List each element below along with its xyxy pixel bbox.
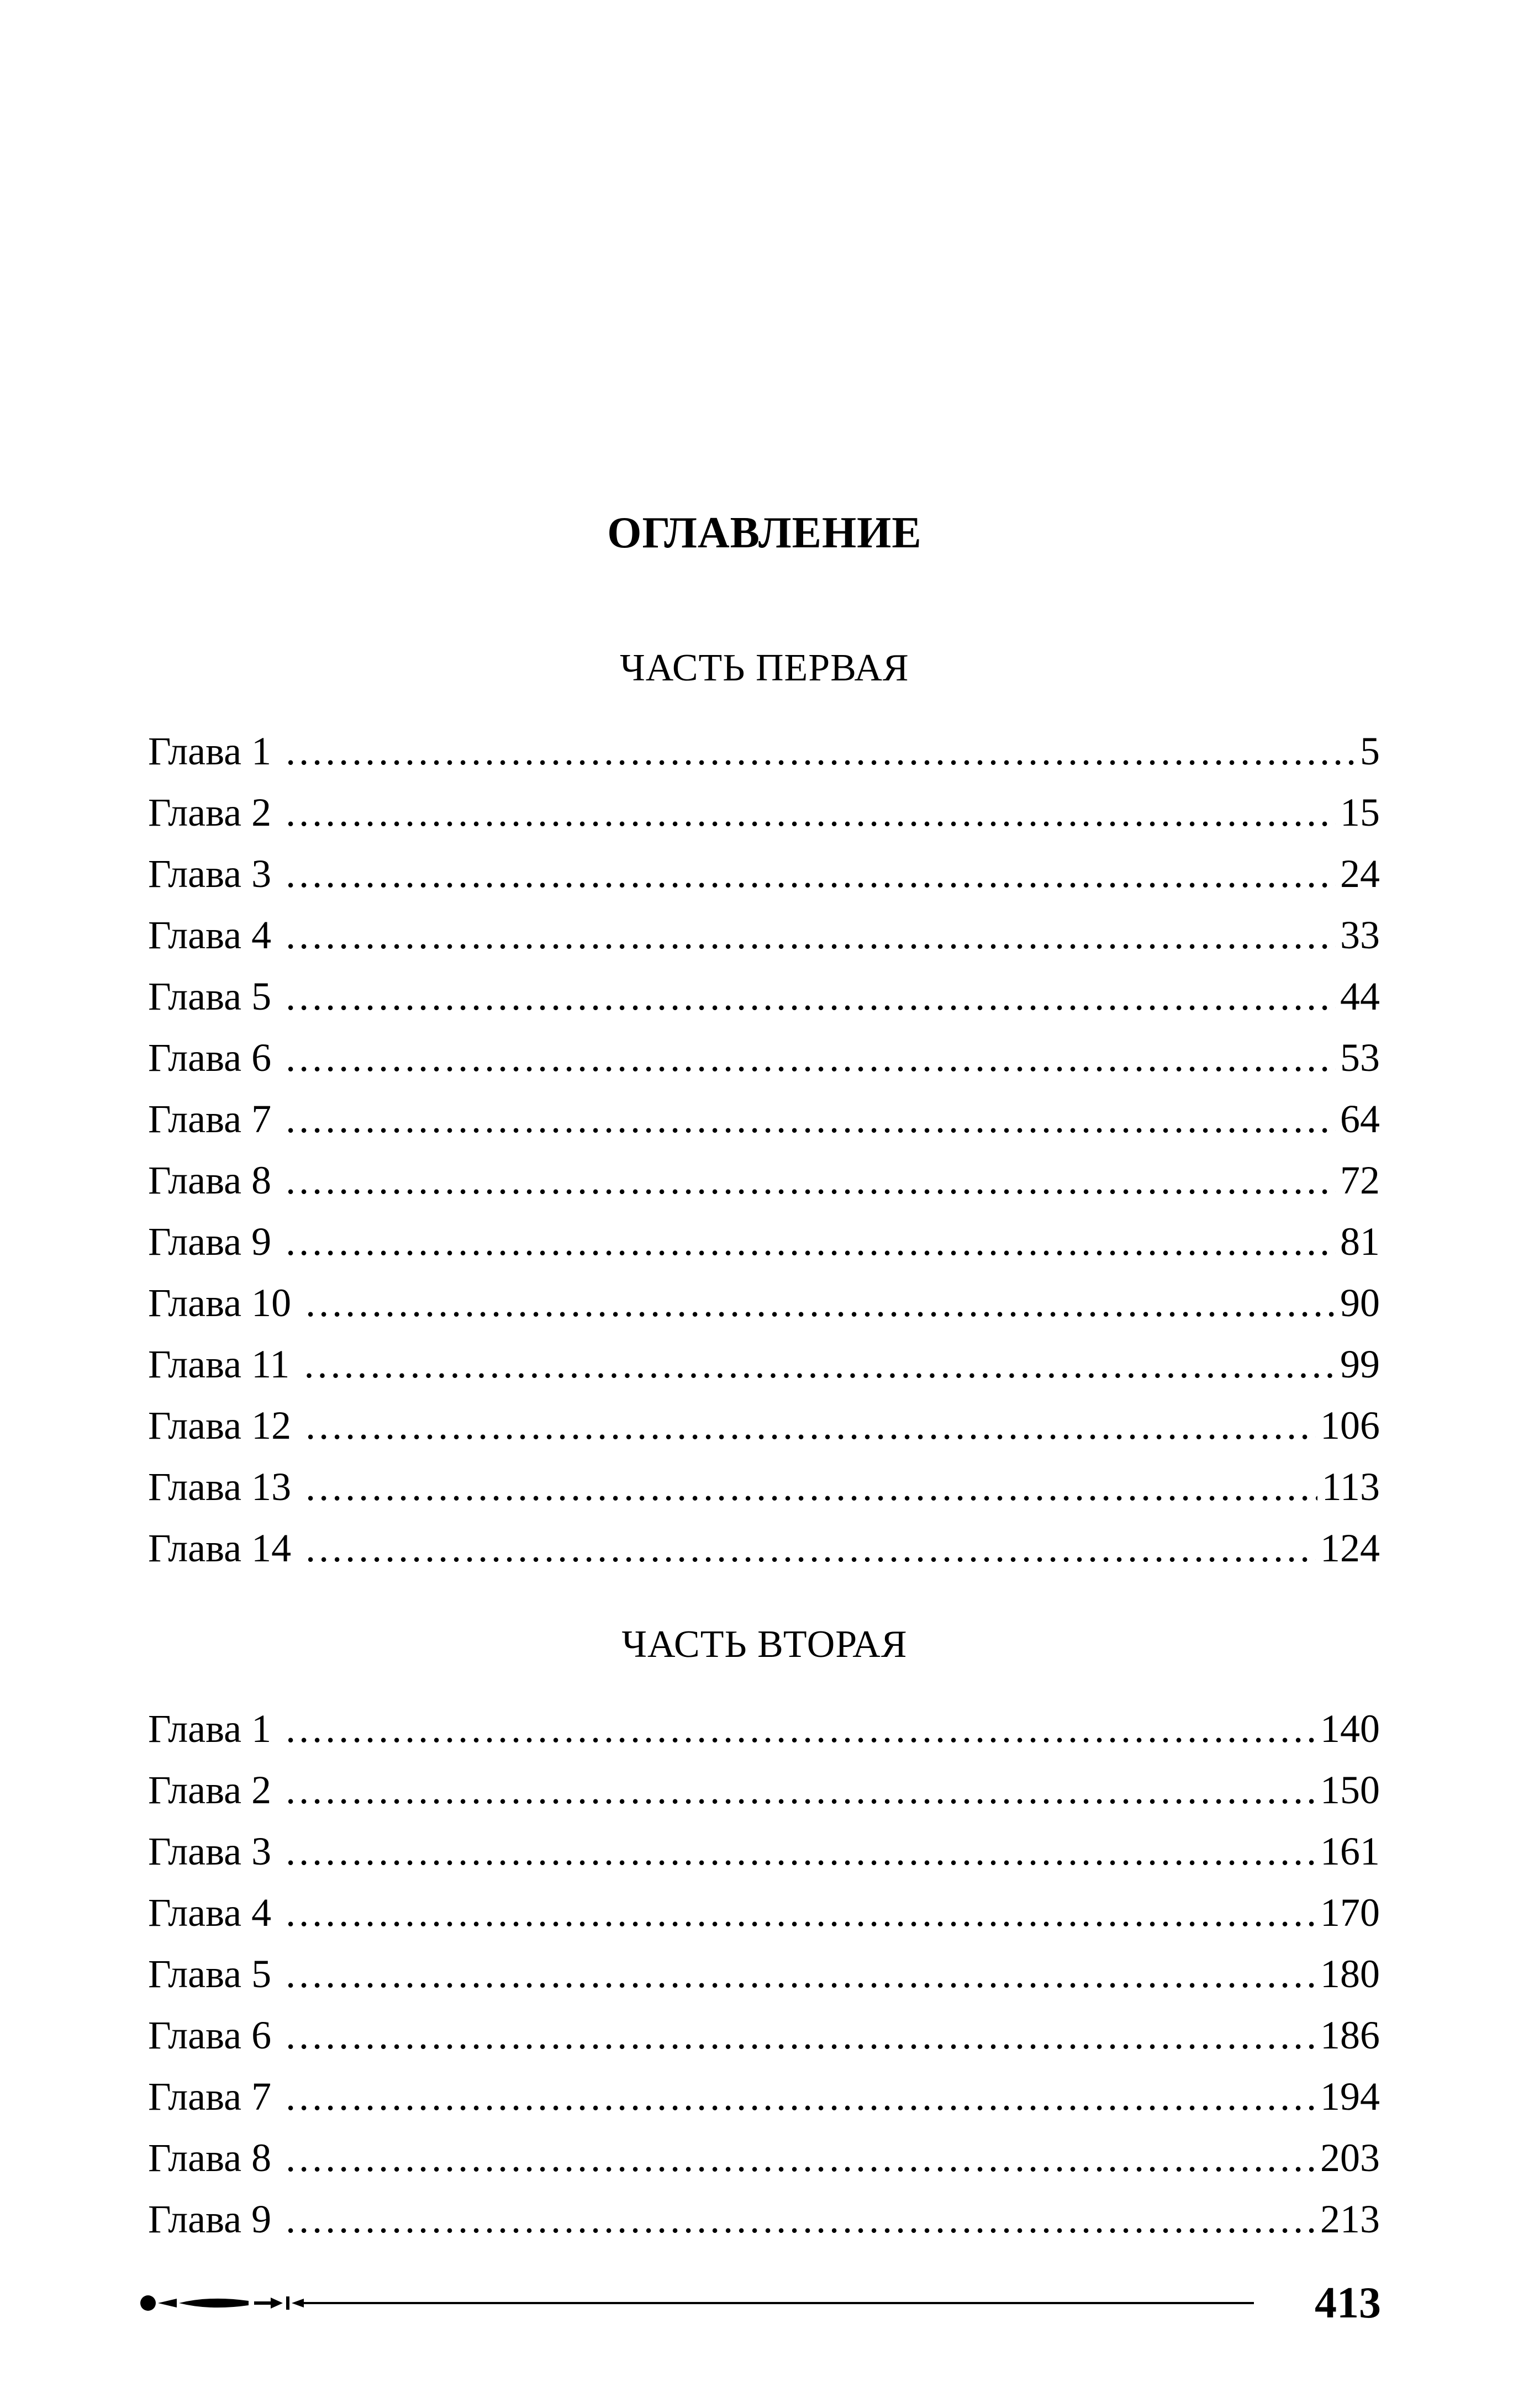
toc-entry — [148, 1760, 1380, 1821]
toc-entry-page: 90 — [1340, 1281, 1380, 1325]
dot-leader — [286, 782, 1336, 843]
toc-entry — [148, 1882, 1380, 1944]
toc-entry-page: 15 — [1340, 790, 1380, 835]
toc-entry-page: 99 — [1340, 1342, 1380, 1386]
toc-entry — [148, 1456, 1380, 1518]
dot-leader — [286, 2066, 1316, 2127]
toc-entry — [148, 1395, 1380, 1456]
toc-entry-page: 113 — [1321, 1465, 1380, 1509]
toc-entry-label: Глава 5 — [148, 1952, 272, 1996]
toc-entry-page: 53 — [1340, 1036, 1380, 1080]
toc-entry — [148, 1334, 1380, 1395]
dot-leader — [286, 1821, 1316, 1882]
toc-list-part-1 — [148, 721, 1380, 1579]
dot-leader — [286, 1944, 1316, 2005]
toc-entry-label: Глава 8 — [148, 2136, 272, 2180]
toc-entry-label: Глава 14 — [148, 1526, 292, 1570]
toc-entry-label: Глава 5 — [148, 974, 272, 1018]
page-number: 413 — [1315, 2279, 1381, 2327]
toc-entry-page: 213 — [1320, 2197, 1380, 2241]
toc-entry — [148, 1518, 1380, 1579]
toc-entry-page: 81 — [1340, 1219, 1380, 1264]
dot-leader — [286, 905, 1336, 966]
toc-entry-page: 5 — [1360, 729, 1380, 773]
toc-entry-page: 24 — [1340, 852, 1380, 896]
toc-entry-page: 161 — [1320, 1829, 1380, 1873]
toc-entry — [148, 966, 1380, 1027]
toc-entry-label: Глава 1 — [148, 1707, 272, 1751]
dot-leader — [286, 1698, 1316, 1760]
dot-leader — [286, 2005, 1316, 2066]
toc-entry-label: Глава 7 — [148, 2074, 272, 2119]
toc-entry-page: 106 — [1320, 1403, 1380, 1448]
toc-entry — [148, 721, 1380, 782]
dot-leader — [286, 1760, 1316, 1821]
toc-entry — [148, 1944, 1380, 2005]
dot-leader — [286, 2127, 1316, 2189]
toc-entry-page: 33 — [1340, 913, 1380, 957]
toc-entry — [148, 2066, 1380, 2127]
toc-entry-label: Глава 13 — [148, 1465, 292, 1509]
toc-entry-label: Глава 6 — [148, 1036, 272, 1080]
dot-leader — [286, 1089, 1336, 1150]
dot-leader — [286, 2189, 1316, 2250]
dot-leader — [286, 966, 1336, 1027]
toc-entry-label: Глава 6 — [148, 2013, 272, 2057]
toc-entry-page: 124 — [1320, 1526, 1380, 1570]
toc-entry-label: Глава 11 — [148, 1342, 290, 1386]
toc-entry-label: Глава 3 — [148, 852, 272, 896]
toc-entry-label: Глава 7 — [148, 1097, 272, 1141]
dot-leader — [286, 843, 1336, 905]
toc-entry-label: Глава 4 — [148, 1891, 272, 1935]
dot-leader — [305, 1456, 1317, 1518]
toc-entry — [148, 843, 1380, 905]
toc-entry — [148, 1150, 1380, 1211]
toc-entry — [148, 1027, 1380, 1089]
toc-list-part-2 — [148, 1698, 1380, 2250]
dot-leader — [286, 1882, 1316, 1944]
toc-entry-label: Глава 2 — [148, 1768, 272, 1812]
dot-leader — [286, 1211, 1336, 1272]
toc-entry — [148, 1089, 1380, 1150]
toc-entry-label: Глава 10 — [148, 1281, 292, 1325]
toc-entry — [148, 2127, 1380, 2189]
toc-entry-label: Глава 9 — [148, 2197, 272, 2241]
toc-entry-page: 64 — [1340, 1097, 1380, 1141]
toc-entry-label: Глава 1 — [148, 729, 272, 773]
toc-entry — [148, 905, 1380, 966]
toc-entry-label: Глава 9 — [148, 1219, 272, 1264]
page-title: ОГЛАВЛЕНИЕ — [607, 509, 922, 557]
dot-leader — [305, 1395, 1316, 1456]
part-heading-2: ЧАСТЬ ВТОРАЯ — [621, 1623, 908, 1666]
ornamental-rule-icon — [138, 2292, 1270, 2314]
dot-leader — [286, 1150, 1336, 1211]
dot-leader — [286, 721, 1356, 782]
toc-entry-page: 203 — [1320, 2136, 1380, 2180]
toc-entry-page: 140 — [1320, 1707, 1380, 1751]
dot-leader — [305, 1272, 1336, 1334]
toc-entry-label: Глава 2 — [148, 790, 272, 835]
toc-entry-label: Глава 4 — [148, 913, 272, 957]
toc-entry-page: 72 — [1340, 1158, 1380, 1202]
toc-entry-label: Глава 8 — [148, 1158, 272, 1202]
dot-leader — [305, 1518, 1316, 1579]
toc-entry-page: 150 — [1320, 1768, 1380, 1812]
dot-leader — [304, 1334, 1336, 1395]
toc-entry — [148, 1211, 1380, 1272]
toc-entry — [148, 1821, 1380, 1882]
toc-entry-label: Глава 3 — [148, 1829, 272, 1873]
toc-entry-label: Глава 12 — [148, 1403, 292, 1448]
toc-entry-page: 194 — [1320, 2074, 1380, 2119]
part-heading-1: ЧАСТЬ ПЕРВАЯ — [620, 647, 909, 689]
toc-entry-page: 44 — [1340, 974, 1380, 1018]
toc-entry-page: 170 — [1320, 1891, 1380, 1935]
toc-entry — [148, 2005, 1380, 2066]
toc-entry — [148, 1272, 1380, 1334]
toc-entry-page: 180 — [1320, 1952, 1380, 1996]
toc-entry-page: 186 — [1320, 2013, 1380, 2057]
dot-leader — [286, 1027, 1336, 1089]
toc-entry — [148, 782, 1380, 843]
toc-entry — [148, 1698, 1380, 1760]
toc-entry — [148, 2189, 1380, 2250]
